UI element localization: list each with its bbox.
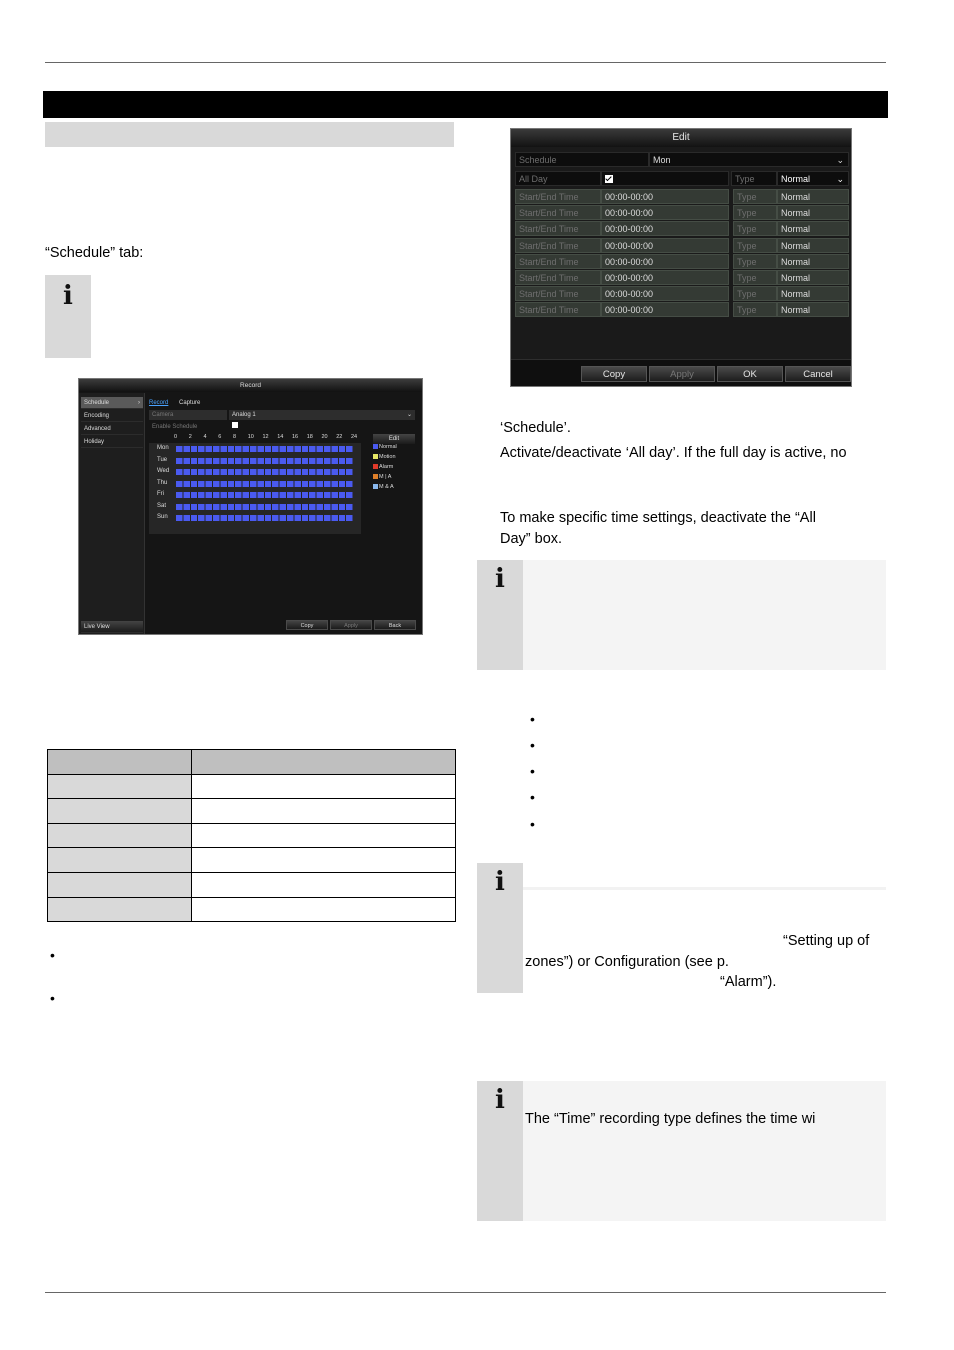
hour-tick-label: 4 — [203, 434, 207, 440]
camera-select[interactable]: Analog 1 ⌄ — [229, 410, 415, 420]
hour-tick-label: 0 — [174, 434, 178, 440]
schedule-day-select[interactable]: Mon ⌄ — [649, 152, 849, 167]
legend-alarm: Alarm — [373, 464, 393, 470]
legend-motion: Motion — [373, 454, 396, 460]
table-header-row — [48, 750, 456, 775]
edit-button-bar — [511, 359, 851, 386]
sidebar-item-holiday[interactable]: Holiday — [81, 436, 143, 448]
tab-record[interactable]: Record — [149, 400, 169, 406]
type-field[interactable]: Normal — [777, 254, 849, 269]
footer-rule — [45, 1292, 886, 1293]
enable-schedule-label: Enable Schedule — [152, 424, 198, 430]
type-field[interactable]: Normal — [777, 302, 849, 317]
record-back-button[interactable]: Back — [374, 620, 416, 630]
time-range-field[interactable]: 00:00-00:00 — [601, 238, 729, 253]
hour-tick-label: 12 — [262, 434, 269, 440]
note3-line: The “Time” recording type defines the time wi — [525, 1111, 816, 1127]
camera-label: Camera — [149, 410, 227, 420]
time-range-field[interactable]: 00:00-00:00 — [601, 205, 729, 220]
time-range-field[interactable]: 00:00-00:00 — [601, 270, 729, 285]
subsection-heading-bar — [45, 122, 454, 147]
table-row — [48, 774, 456, 799]
settings-table — [47, 749, 456, 922]
time-range-field[interactable]: 00:00-00:00 — [601, 302, 729, 317]
table-row — [48, 872, 456, 897]
type-field[interactable]: Normal — [777, 270, 849, 285]
bullet-right-2: • — [530, 737, 535, 753]
type-field[interactable]: Normal — [777, 221, 849, 236]
info-note-left — [45, 275, 91, 358]
bullet-right-1: • — [530, 711, 535, 727]
sidebar-item-advanced[interactable]: Advanced — [81, 423, 143, 435]
all-day-checkbox[interactable] — [601, 171, 729, 186]
hour-tick-label: 2 — [188, 434, 192, 440]
time-slot-row: Start/End Time 00:00-00:00 Type Normal — [511, 205, 853, 220]
bullet-right-3: • — [530, 763, 535, 779]
hour-tick-label: 20 — [321, 434, 328, 440]
bullet-left-2: • — [50, 990, 55, 1006]
schedule-tab-intro: “Schedule” tab: — [45, 245, 144, 261]
edit-dialog-title: Edit — [511, 129, 851, 147]
tab-capture[interactable]: Capture — [179, 400, 201, 406]
section-heading-bar — [43, 91, 888, 118]
hour-tick-label: 10 — [247, 434, 254, 440]
info-icon: i — [495, 867, 505, 897]
bullet-right-5: • — [530, 816, 535, 832]
edit-dialog — [510, 128, 852, 387]
schedule-label: Schedule — [515, 152, 649, 167]
note2-line-a: “Setting up of — [783, 933, 870, 949]
bullet-right-4: • — [530, 789, 535, 805]
schedule-grid[interactable]: Mon Tue Wed Thu Fri Sat Sun — [149, 443, 361, 534]
sidebar-item-schedule[interactable]: Schedule › — [81, 397, 143, 409]
specific-time-line-2: Day” box. — [500, 531, 563, 547]
info-note-1 — [477, 560, 886, 670]
enable-schedule-checkbox[interactable] — [232, 422, 238, 432]
info-icon: i — [495, 564, 505, 594]
time-range-field[interactable]: 00:00-00:00 — [601, 221, 729, 236]
record-dialog — [78, 378, 423, 635]
time-slot-row: Start/End Time 00:00-00:00 Type Normal — [511, 286, 853, 301]
time-slot-row: Start/End Time 00:00-00:00 Type Normal — [511, 302, 853, 317]
hour-tick-label: 24 — [351, 434, 358, 440]
table-row — [48, 799, 456, 824]
all-day-line: Activate/deactivate ‘All day’. If the full day is active, no — [500, 445, 847, 461]
all-day-label: All Day — [515, 171, 601, 186]
table-row — [48, 848, 456, 873]
hour-tick-label: 14 — [277, 434, 284, 440]
info-note-2 — [477, 863, 886, 993]
note2-line-c: “Alarm”). — [720, 974, 777, 990]
sidebar-item-encoding[interactable]: Encoding — [81, 410, 143, 422]
specific-time-line-1: To make specific time settings, deactivate the “All — [500, 510, 816, 526]
time-slot-row: Start/End Time 00:00-00:00 Type Normal — [511, 189, 853, 204]
record-main — [149, 396, 418, 634]
legend-normal: Normal — [373, 444, 397, 450]
record-apply-button[interactable]: Apply — [330, 620, 372, 630]
all-day-type-select[interactable]: Normal ⌄ — [777, 171, 849, 186]
info-note-3 — [477, 1081, 886, 1221]
live-view-button[interactable]: Live View — [81, 621, 143, 633]
time-slot-row: Start/End Time 00:00-00:00 Type Normal — [511, 221, 853, 236]
type-field[interactable]: Normal — [777, 205, 849, 220]
legend-m-and-a: M & A — [373, 484, 394, 490]
time-range-field[interactable]: 00:00-00:00 — [601, 189, 729, 204]
table-row — [48, 897, 456, 922]
edit-button[interactable]: Edit — [373, 434, 415, 444]
bullet-left-1: • — [50, 947, 55, 963]
schedule-line: ‘Schedule’. — [500, 420, 571, 436]
hour-tick-label: 16 — [292, 434, 299, 440]
time-range-field[interactable]: 00:00-00:00 — [601, 254, 729, 269]
type-field[interactable]: Normal — [777, 238, 849, 253]
hour-tick-label: 22 — [336, 434, 343, 440]
header-rule — [45, 62, 886, 63]
record-copy-button[interactable]: Copy — [286, 620, 328, 630]
type-field[interactable]: Normal — [777, 189, 849, 204]
info-icon: i — [495, 1085, 505, 1115]
hour-tick-label: 6 — [218, 434, 222, 440]
note2-line-b: zones”) or Configuration (see p. — [525, 954, 729, 970]
copy-button[interactable]: Copy — [581, 366, 647, 382]
table-row — [48, 823, 456, 848]
cancel-button[interactable]: Cancel — [785, 366, 851, 382]
hour-tick-label: 18 — [306, 434, 313, 440]
info-icon: i — [63, 281, 73, 311]
legend-m-or-a: M | A — [373, 474, 391, 480]
ok-button[interactable]: OK — [717, 366, 783, 382]
time-slot-row: Start/End Time 00:00-00:00 Type Normal — [511, 270, 853, 285]
time-slot-row: Start/End Time 00:00-00:00 Type Normal — [511, 238, 853, 253]
time-slot-row: Start/End Time 00:00-00:00 Type Normal — [511, 254, 853, 269]
time-range-field[interactable]: 00:00-00:00 — [601, 286, 729, 301]
hour-tick-label: 8 — [233, 434, 237, 440]
all-day-type-label: Type — [731, 171, 777, 186]
record-dialog-title: Record — [79, 379, 422, 392]
record-sidebar — [79, 393, 145, 634]
apply-button[interactable]: Apply — [649, 366, 715, 382]
type-field[interactable]: Normal — [777, 286, 849, 301]
